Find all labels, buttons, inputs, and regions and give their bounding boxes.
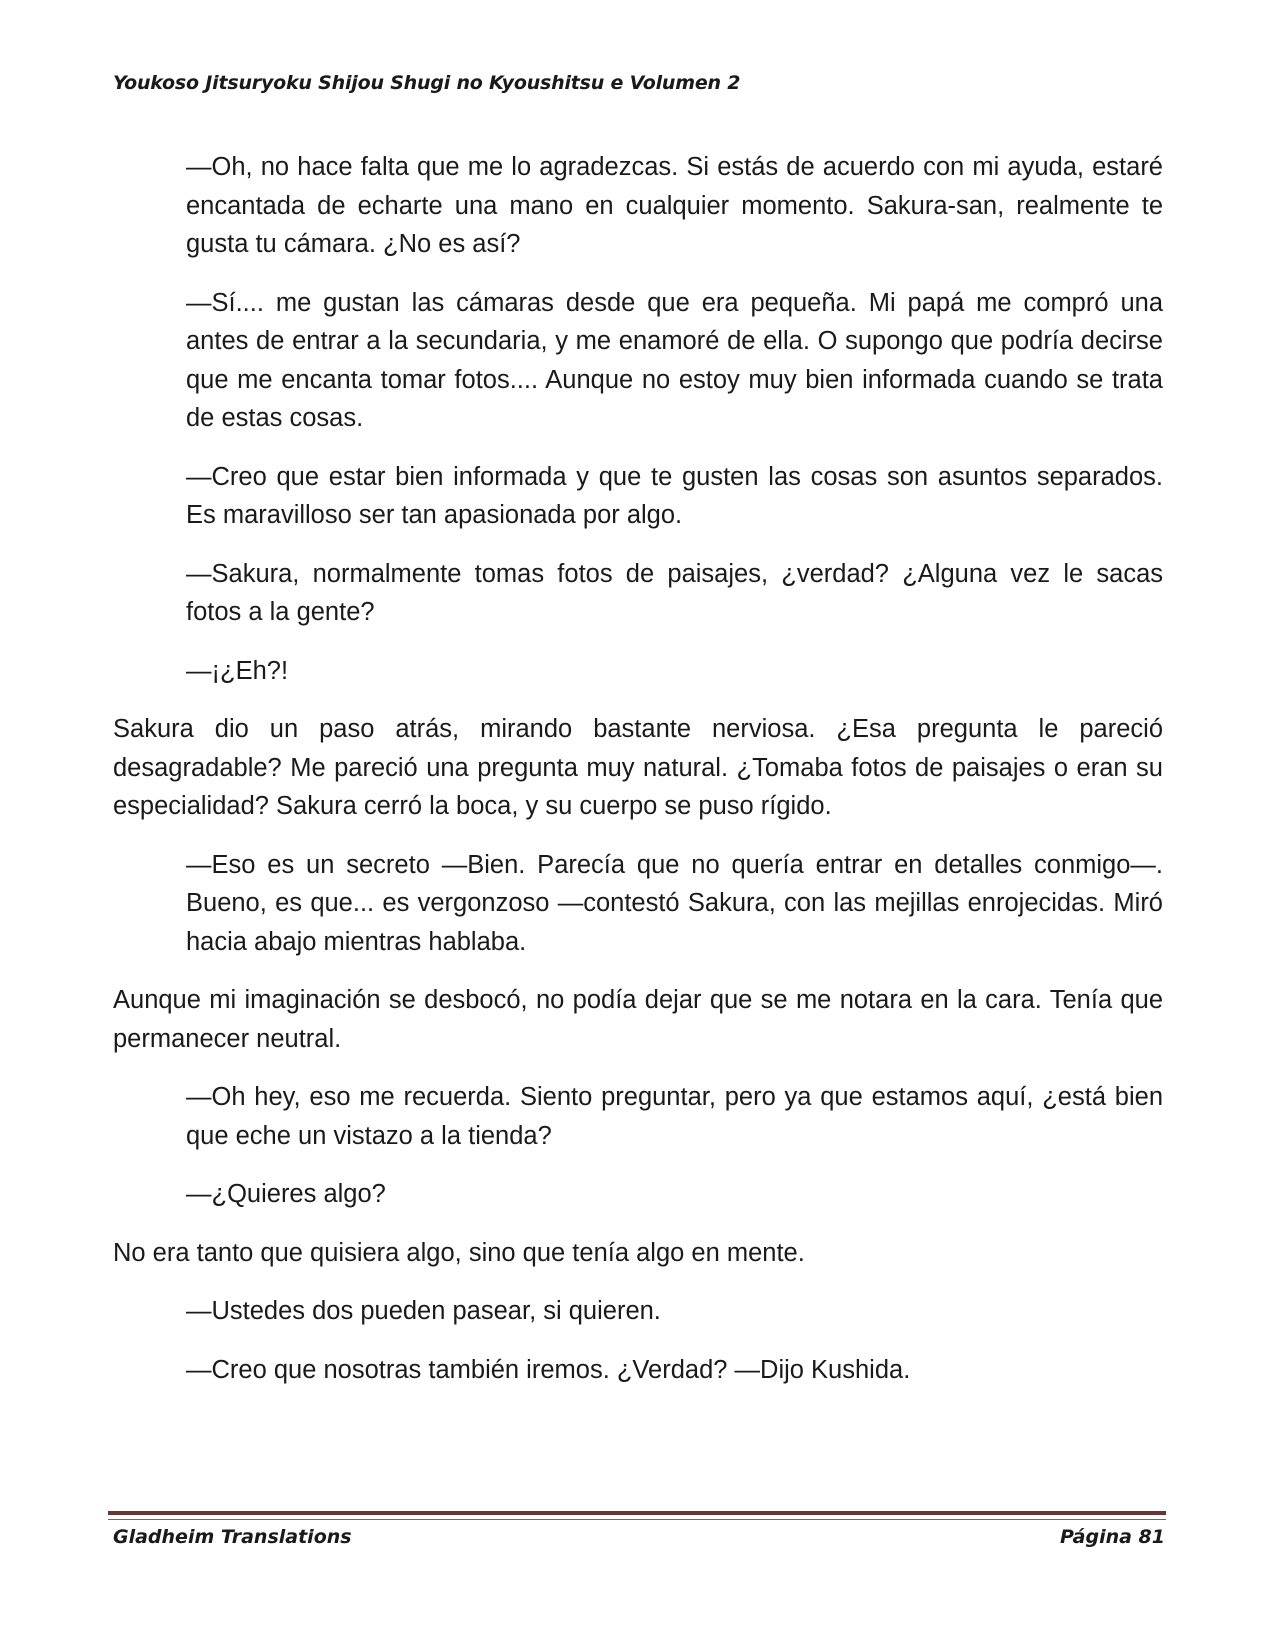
page-number: Página 81 <box>1059 1526 1165 1548</box>
paragraph: —¿Quieres algo? <box>186 1180 386 1208</box>
paragraph: Sakura dio un paso atrás, mirando bastante nerviosa. ¿Esa pregunta le pareció desagradable? Me pareció una pregunta muy natural. ¿Tomaba fotos de paisajes o eran su especialidad? Sakura cerró la boca, y su cuerpo se puso rígido. <box>113 715 1163 820</box>
footer-divider-thin <box>108 1519 1166 1520</box>
paragraph: —Eso es un secreto —Bien. Parecía que no quería entrar en detalles conmigo—. Bueno, es que... es vergonzoso —contestó Sakura, con las mejillas enrojecidas. Miró hacia abajo mientras hablaba. <box>186 850 1163 956</box>
paragraph: Aunque mi imaginación se desbocó, no podía dejar que se me notara en la cara. Tenía que permanecer neutral. <box>113 986 1163 1053</box>
paragraph: —Ustedes dos pueden pasear, si quieren. <box>186 1297 661 1325</box>
paragraph: —Sí.... me gustan las cámaras desde que era pequeña. Mi papá me compró una antes de entrar a la secundaria, y me enamoré de ella. O supongo que podría decirse que me encanta tomar fotos.... Aunque no estoy muy bien informada cuando se trata de estas cosas. <box>186 288 1163 432</box>
page-header-title: Youkoso Jitsuryoku Shijou Shugi no Kyoushitsu e Volumen 2 <box>113 72 741 94</box>
footer-divider <box>108 1511 1166 1515</box>
paragraph: —Oh, no hace falta que me lo agradezcas. Si estás de acuerdo con mi ayuda, estaré encantada de echarte una mano en cualquier momento. Sakura-san, realmente te gusta tu cámara. ¿No es así? <box>186 153 1163 258</box>
paragraph: —Creo que estar bien informada y que te gusten las cosas son asuntos separados. Es maravilloso ser tan apasionada por algo. <box>186 462 1163 529</box>
page-body <box>113 148 1163 1409</box>
paragraph: —Sakura, normalmente tomas fotos de paisajes, ¿verdad? ¿Alguna vez le sacas fotos a la gente? <box>186 559 1163 626</box>
paragraph: —Creo que nosotras también iremos. ¿Verdad? —Dijo Kushida. <box>186 1355 911 1384</box>
footer-credit: Gladheim Translations <box>113 1526 352 1548</box>
paragraph: —¡¿Eh?! <box>186 656 289 685</box>
paragraph: No era tanto que quisiera algo, sino que tenía algo en mente. <box>113 1238 805 1267</box>
paragraph: —Oh hey, eso me recuerda. Siento preguntar, pero ya que estamos aquí, ¿está bien que eche un vistazo a la tienda? <box>186 1083 1163 1150</box>
